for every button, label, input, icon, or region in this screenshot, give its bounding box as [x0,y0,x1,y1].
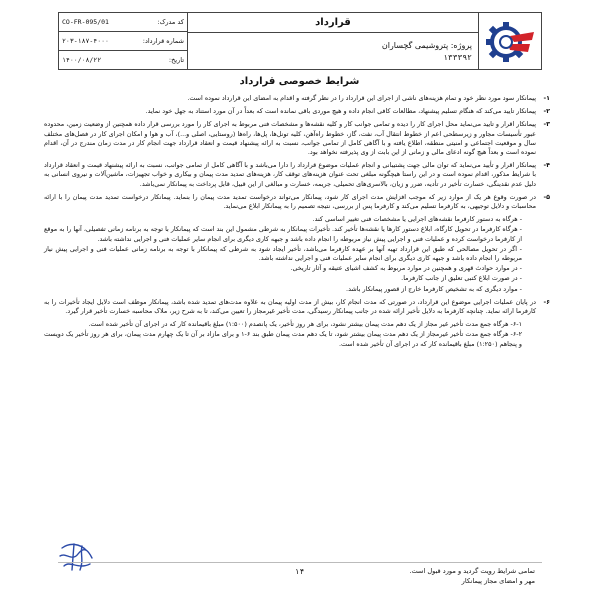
clause-5-subitem: - اگر در تحویل مصالحی که طبق این قرارداد تهیه آنها بر عهده کارفرما می‌باشد، تأخیر ایجاد شود به شرطی که پیمانکار با توجه به برنامه زمانی عملیات فنی و اجرایی پیش نیاز مربوطه را انجام داده باشد و جبهه کاری دیگری برای انجام سایر عملیات فنی و اجرایی نداشته باشد. [44,244,522,263]
document-title: قرارداد [188,13,478,33]
clause-3 [44,120,550,157]
clause-text: در صورت وقوع هر یک از موارد زیر که موجب افزایش مدت اجرای کار شود، پیمانکار می‌تواند درخواست تمدید مدت پیمان را بنماید. پیمانکار درخواست تمدید مدت پیمان را با ارائه محاسبات و دلایل توجیهی، به کارفرما تسلیم می‌کند و کارفرما پس از بررسی، نتیجه تصمیم را به پیمانکار ابلاغ می‌نماید. [44,192,536,211]
clause-5-subitem: - هرگاه به دستور کارفرما نقشه‌های اجرایی یا مشخصات فنی تغییر اساسی کند. [312,215,522,224]
doc-code-row [59,13,187,32]
company-logo [478,13,541,69]
clause-6 [44,298,550,316]
date-row [59,51,187,69]
clause-2 [44,107,550,116]
doc-code-label: کد مدرک: [157,18,184,26]
project-label: پروژه: پتروشیمی گچساران [381,40,472,50]
signature-caption: مهر و امضای مجاز پیمانکار [461,577,535,585]
project-info [188,33,478,69]
clause-text: پیمانکار سود مورد نظر خود و تمام هزینه‌های ناشی از اجرای این قرارداد را در نظر گرفته و اقدام به امضای این قرارداد نموده است. [187,94,536,102]
date-value: ۱۴۰۰/۰۸/۲۲ [62,56,102,64]
contract-number-row [59,32,187,51]
acceptance-text: تمامی شرایط رویت گردید و مورد قبول است. [409,567,535,575]
date-label: تاریخ: [168,56,184,64]
contract-number-label: شماره قرارداد: [142,37,184,45]
clause-5 [44,193,550,211]
clause-1 [44,94,550,103]
clause-5-subitem: - در صورت ابلاغ کتبی تعلیق از جانب کارفرما. [401,274,522,283]
clause-5-subitem: - در موارد حوادث قهری و همچنین در موارد مربوط به کشف اشیای عتیقه و آثار تاریخی. [290,264,522,273]
clause-number: ۲- [543,107,550,116]
header-meta [59,13,188,69]
footer-acceptance [335,566,535,586]
document-header [58,12,542,70]
clause-number: ۵- [543,192,550,201]
clause-number: ۱- [543,94,550,102]
clause-text: پیمانکار اقرار و تایید می‌نماید محل اجرای کار را دیده و تمامی جوانب کار و کلیه نقشه‌ها و مشخصات فنی مربوط به اجرای کار را مورد بررسی قرار داده همچنین از وضعیت زمین، محدوده عبور تأسیسات مجاور و زیرسطحی اعم از خطوط انتقال آب، نفت، گاز، خطوط راه‌آهن، کلیه تونل‌ها، پل‌ها، راه‌ها (روستایی، اصلی و...)، آب و هوا و امکان اجرای کار در فصل‌های مختلف سال و موقعیت اجتماعی و امنیتی منطقه، اطلاع یافته و با آگاهی کامل از تمامی جوانب، نسبت به ارائه پیشنهاد قیمت و انعقاد قرارداد جهت انجام کار در مدت زمان مندرج در آن، اقدام نموده است و بعداً هیچ گونه ادعای مالی و زمانی از این بابت از وی پذیرفته نخواهد بود. [44,120,536,157]
clause-number: ۴- [543,161,550,170]
clause-text: پیمانکار تایید می‌کند که هنگام تسلیم پیشنهاد، مطالعات کافی انجام داده و هیچ موردی باقی نمانده است که بعداً در آن مورد استناد به جهل خود نماید. [145,107,536,116]
clause-text: در پایان عملیات اجرایی موضوع این قرارداد، در صورتی که مدت انجام کار، بیش از مدت اولیه پیمان به علاوه مدت‌های تمدید شده باشد، پیمانکار موظف است دلایل ایجاد تأخیرات را به کارفرما ارائه نماید. چنانچه کارفرما به دلایل تأخیر ارائه شده در جانب پیمانکار رسیدگی، مدت تأخیر غیرمجاز را تعیین می‌کند، تا به شرح زیر، ملاک محاسبه خسارت تأخیر قرار گیرد. [44,297,536,316]
footer-divider [58,562,542,563]
page-number: ۱۴ [294,567,305,576]
clause-number: ۳- [543,120,550,129]
clause-6-subitem: ۶-۲- هرگاه جمع مدت تأخیر غیرمجاز از یک دهم مدت پیمان بیشتر شود، تا یک دهم مدت پیمان طبق بند ۶-۱ و برای مازاد بر آن تا یک چهارم مدت پیمان، برای هر روز تأخیر یک دویست و پنجاهم (۱:۲۵۰) مبلغ باقیمانده کار که در اجرای آن تأخیر شده است. [44,330,522,348]
clause-5-subitem: - هرگاه کارفرما در تحویل کارگاه، ابلاغ دستور کارها یا نقشه‌ها تأخیر کند. تأخیرات پیمانکار به شرطی مشمول این بند است که پیمانکار با توجه به برنامه زمانی تفصیلی، آنها را به موقع از کارفرما درخواست کرده و عملیات فنی و اجرایی پیش نیاز مربوطه را انجام داده باشد و جبهه کاری دیگری برای انجام سایر عملیات فنی و اجرایی نداشته باشد. [44,225,522,243]
clause-4 [44,161,550,189]
contract-body [44,94,550,350]
contract-number-value: ۲۰۳-۱۸۷-۴۰۰۰ [62,37,109,45]
clause-5-subitem: - موارد دیگری که به تشخیص کارفرما خارج از قصور پیمانکار باشد. [346,284,522,293]
section-title: شرایط خصوصی قرارداد [239,76,360,87]
project-number: ۱۳۳۳۹۲ [443,52,472,62]
clause-6-subitem: ۶-۱- هرگاه جمع مدت تأخیر غیر مجاز از یک دهم مدت پیمان بیشتر نشود، برای هر روز تأخیر، یک پانصدم (۱:۵۰۰) مبلغ باقیمانده کار که در اجرای آن تأخیر شده است. [88,320,522,329]
doc-code-value: CO-FR-095/01 [62,18,109,26]
gear-logo-icon [484,18,536,64]
clause-number: ۶- [543,297,550,306]
header-center [188,13,478,69]
clause-text: پیمانکار اقرار و تأیید می‌نماید که توان مالی جهت پشتیبانی و انجام عملیات موضوع قرارداد را دارا می‌باشد و با آگاهی کامل از تمامی جوانب، نسبت به ارائه پیشنهاد قیمت و انعقاد قرارداد با شرایط مذکور، اقدام نموده است و در این راستا هیچگونه مبلغی تحت عنوان هزینه‌های توقف کار، هزینه‌های تمدید مدت پیمان و بیکاری و خواب تجهیزات، ماشین‌آلات و نیروی انسانی به دلیل عدم نقدینگی، خسارت تأخیر در تأدیه، ضرر و زیان، بالاسری‌های تحمیلی، جریمه، خسارت و مبالغی از این قبیل، قابل پرداخت به پیمانکار نمی‌باشد. [44,161,536,188]
